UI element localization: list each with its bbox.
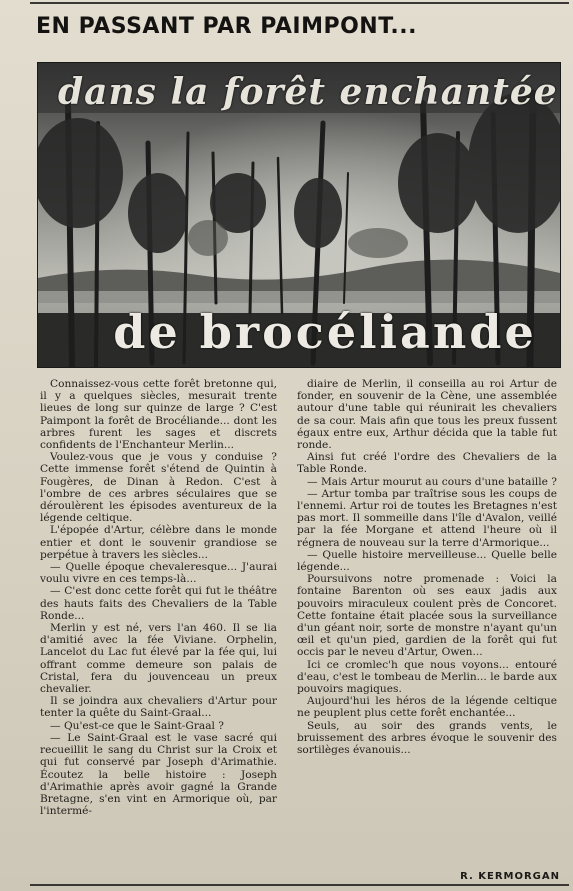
article-column-right: [297, 378, 557, 756]
paragraph: Poursuivons notre promenade : Voici la fontaine Barenton où ses eaux jadis aux pouvoirs miraculeux coulent près de Concoret. Cette fontaine était placée sous la surveillance d'un géant noir, sorte de monstre n'ayant qu'un œil et qu'un pied, gardien de la forêt qui fut occis par le neveu d'Artur, Owen...: [297, 573, 557, 659]
bottom-rule: [30, 884, 569, 886]
top-rule: [30, 2, 569, 4]
paragraph: — Quelle histoire merveilleuse... Quelle belle légende...: [297, 548, 557, 574]
paragraph: Connaissez-vous cette forêt bretonne qui, il y a quelques siècles, mesurait trente lieues de long sur quinze de large ? C'est Paimpont la forêt de Brocéliande... dont les arbres furent les sages et discrets confidents de l'Enchanteur Merlin...: [40, 378, 277, 452]
paragraph: — Artur tomba par traîtrise sous les coups de l'ennemi. Artur roi de toutes les Bretagnes n'est pas mort. Il sommeille dans l'île d'Avalon, veillé par la fée Morgane et attend l'heure où il régnera de nouveau sur la terre d'Armorique...: [297, 487, 557, 549]
paragraph: Aujourd'hui les héros de la légende celtique ne peuplent plus cette forêt enchantée...: [297, 695, 557, 720]
paragraph: diaire de Merlin, il conseilla au roi Artur de fonder, en souvenir de la Cène, une assemblée autour d'une table qui réunirait les chevaliers de sa cour. Mais afin que tous les preux fussent égaux entre eux, Arthur décida que la table fut ronde.: [297, 378, 557, 452]
paragraph: Merlin y est né, vers l'an 460. Il se lia d'amitié avec la fée Viviane. Orphelin, Lancelot du Lac fut élevé par la fée qui, lui offrant comme demeure son palais de Cristal, fera du jouvenceau un preux chevalier.: [40, 622, 277, 696]
paragraph: L'épopée d'Artur, célèbre dans le monde entier et dont le souvenir grandiose se perpétue à travers les siècles...: [40, 524, 277, 561]
paragraph: — Le Saint-Graal est le vase sacré qui recueillit le sang du Christ sur la Croix et qui fut conservé par Joseph d'Arimathie. Écoutez la belle histoire : Joseph d'Arimathie après avoir gagné la Grande Bretagne, s'en vint en Armorique où, par l'intermé-: [40, 731, 277, 818]
article-column-left: [40, 378, 277, 817]
paragraph: — Mais Artur mourut au cours d'une bataille ?: [307, 475, 557, 488]
photo-caption-bottom: de brocéliande: [113, 305, 537, 359]
article-headline: EN PASSANT PAR PAIMPONT...: [36, 14, 417, 39]
paragraph: — C'est donc cette forêt qui fut le théâtre des hauts faits des Chevaliers de la Table Ronde...: [40, 585, 277, 622]
paragraph: Seuls, au soir des grands vents, le bruissement des arbres évoque le souvenir des sortilèges évanouis...: [297, 719, 557, 757]
paragraph: Ainsi fut créé l'ordre des Chevaliers de la Table Ronde.: [297, 451, 557, 476]
author-signature: R. KERMORGAN: [460, 871, 560, 882]
paragraph: Il se joindra aux chevaliers d'Artur pour tenter la quête du Saint-Graal...: [40, 695, 277, 720]
photo-caption-top: dans la forêt enchantée: [58, 71, 558, 113]
paragraph: — Qu'est-ce que le Saint-Graal ?: [50, 719, 224, 732]
forest-photo: [37, 62, 561, 368]
paragraph: Ici ce cromlec'h que nous voyons... entouré d'eau, c'est le tombeau de Merlin... le barde aux pouvoirs magiques.: [297, 658, 557, 696]
paragraph: — Quelle époque chevaleresque... J'aurai voulu vivre en ces temps-là...: [40, 561, 277, 586]
paragraph: Voulez-vous que je vous y conduise ? Cette immense forêt s'étend de Quintin à Fougères, de Dinan à Redon. C'est à l'ombre de ces arbres séculaires que se déroulèrent les épisodes aventureux de la légende celtique.: [40, 451, 277, 525]
